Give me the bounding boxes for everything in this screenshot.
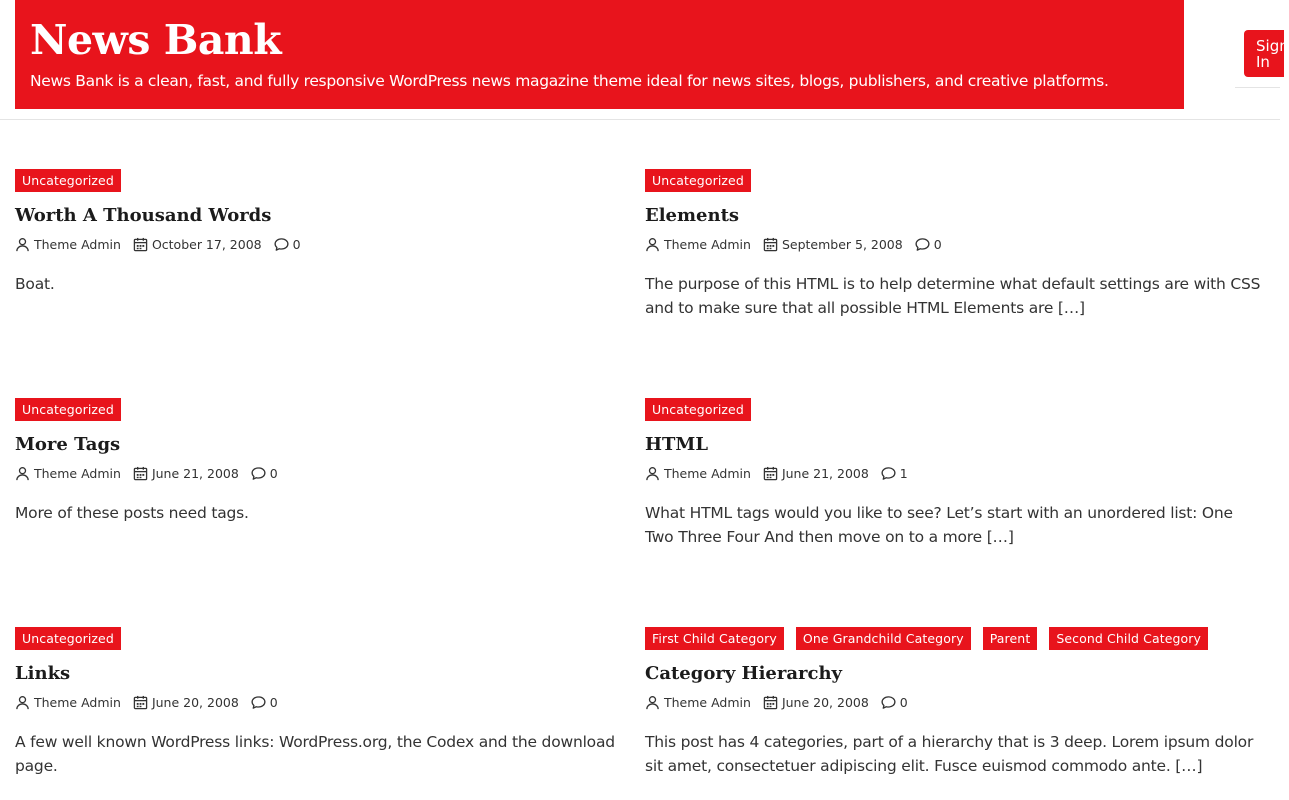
post-card — [645, 398, 1265, 549]
post-title[interactable]: HTML — [645, 434, 708, 455]
post-card — [645, 627, 1265, 778]
post-title[interactable]: Elements — [645, 205, 740, 226]
post-categories — [15, 169, 635, 192]
calendar-icon — [133, 466, 148, 481]
calendar-icon — [763, 466, 778, 481]
post-author[interactable] — [645, 695, 751, 710]
post-date[interactable] — [133, 466, 239, 481]
post-meta — [15, 464, 635, 482]
date-text: October 17, 2008 — [151, 236, 262, 252]
post-card — [645, 169, 1265, 320]
post-meta — [15, 693, 635, 711]
post-comments[interactable] — [881, 466, 908, 481]
category-tag[interactable]: Uncategorized — [15, 169, 121, 192]
post-date[interactable] — [133, 695, 239, 710]
post-excerpt: A few well known WordPress links: WordPress.org, the Codex and the download page. — [15, 733, 615, 775]
post-date[interactable] — [763, 466, 869, 481]
comment-count: 0 — [933, 236, 942, 252]
post-comments[interactable] — [251, 466, 278, 481]
signin-area — [1235, 30, 1289, 88]
site-title[interactable]: News Bank — [30, 16, 282, 64]
post-date[interactable] — [763, 237, 903, 252]
date-text: June 21, 2008 — [781, 465, 869, 481]
user-icon — [15, 237, 30, 252]
comment-icon — [251, 466, 266, 481]
date-text: June 20, 2008 — [151, 694, 239, 710]
post-card — [15, 398, 635, 525]
category-tag[interactable]: One Grandchild Category — [796, 627, 971, 650]
category-tag[interactable]: First Child Category — [645, 627, 784, 650]
user-icon — [15, 695, 30, 710]
signin-button[interactable]: Sign In — [1244, 30, 1284, 77]
date-text: September 5, 2008 — [781, 236, 903, 252]
post-categories — [645, 398, 1265, 421]
post-author[interactable] — [645, 237, 751, 252]
post-categories — [15, 398, 635, 421]
author-name: Theme Admin — [664, 236, 751, 252]
post-excerpt: Boat. — [15, 275, 55, 293]
comment-icon — [915, 237, 930, 252]
author-name: Theme Admin — [34, 694, 121, 710]
date-text: June 21, 2008 — [151, 465, 239, 481]
user-icon — [15, 466, 30, 481]
comment-count: 0 — [899, 694, 908, 710]
category-tag[interactable]: Second Child Category — [1049, 627, 1208, 650]
post-title[interactable]: More Tags — [15, 434, 121, 455]
category-tag[interactable]: Uncategorized — [15, 627, 121, 650]
post-title[interactable]: Category Hierarchy — [645, 663, 842, 684]
post-categories — [645, 627, 1265, 650]
post-meta — [645, 464, 1265, 482]
post-categories — [645, 169, 1265, 192]
post-card — [15, 627, 635, 778]
calendar-icon — [133, 237, 148, 252]
post-comments[interactable] — [274, 237, 301, 252]
site-header — [0, 0, 1280, 120]
post-excerpt: The purpose of this HTML is to help determine what default settings are with CSS and to make sure that all possible HTML Elements are […] — [645, 275, 1261, 317]
date-text: June 20, 2008 — [781, 694, 869, 710]
category-tag[interactable]: Uncategorized — [645, 169, 751, 192]
comment-count: 1 — [899, 465, 908, 481]
user-icon — [645, 466, 660, 481]
user-icon — [645, 695, 660, 710]
comment-icon — [881, 466, 896, 481]
author-name: Theme Admin — [664, 465, 751, 481]
post-meta — [645, 693, 1265, 711]
post-meta — [645, 235, 1265, 253]
category-tag[interactable]: Uncategorized — [15, 398, 121, 421]
category-tag[interactable]: Parent — [983, 627, 1038, 650]
post-comments[interactable] — [915, 237, 942, 252]
post-categories — [15, 627, 635, 650]
post-author[interactable] — [645, 466, 751, 481]
post-excerpt: More of these posts need tags. — [15, 504, 249, 522]
post-card — [15, 169, 635, 296]
category-tag[interactable]: Uncategorized — [645, 398, 751, 421]
post-title[interactable]: Worth A Thousand Words — [15, 205, 272, 226]
calendar-icon — [763, 237, 778, 252]
comment-icon — [251, 695, 266, 710]
author-name: Theme Admin — [664, 694, 751, 710]
comment-count: 0 — [292, 236, 301, 252]
comment-icon — [274, 237, 289, 252]
author-name: Theme Admin — [34, 236, 121, 252]
post-meta — [15, 235, 635, 253]
comment-count: 0 — [269, 465, 278, 481]
author-name: Theme Admin — [34, 465, 121, 481]
comment-count: 0 — [269, 694, 278, 710]
post-date[interactable] — [133, 237, 262, 252]
post-comments[interactable] — [881, 695, 908, 710]
site-description: News Bank is a clean, fast, and fully responsive WordPress news magazine theme ideal for news sites, blogs, publishers, and creative platforms. — [30, 72, 1109, 90]
site-branding — [15, 0, 1184, 109]
user-icon — [645, 237, 660, 252]
comment-icon — [881, 695, 896, 710]
post-author[interactable] — [15, 466, 121, 481]
calendar-icon — [133, 695, 148, 710]
post-title[interactable]: Links — [15, 663, 71, 684]
calendar-icon — [763, 695, 778, 710]
post-comments[interactable] — [251, 695, 278, 710]
post-author[interactable] — [15, 237, 121, 252]
post-excerpt: This post has 4 categories, part of a hierarchy that is 3 deep. Lorem ipsum dolor sit amet, consectetuer adipiscing elit. Fusce euismod commodo ante. […] — [645, 733, 1254, 775]
post-author[interactable] — [15, 695, 121, 710]
post-date[interactable] — [763, 695, 869, 710]
post-excerpt: What HTML tags would you like to see? Let’s start with an unordered list: One Two Three Four And then move on to a more […] — [645, 504, 1233, 546]
